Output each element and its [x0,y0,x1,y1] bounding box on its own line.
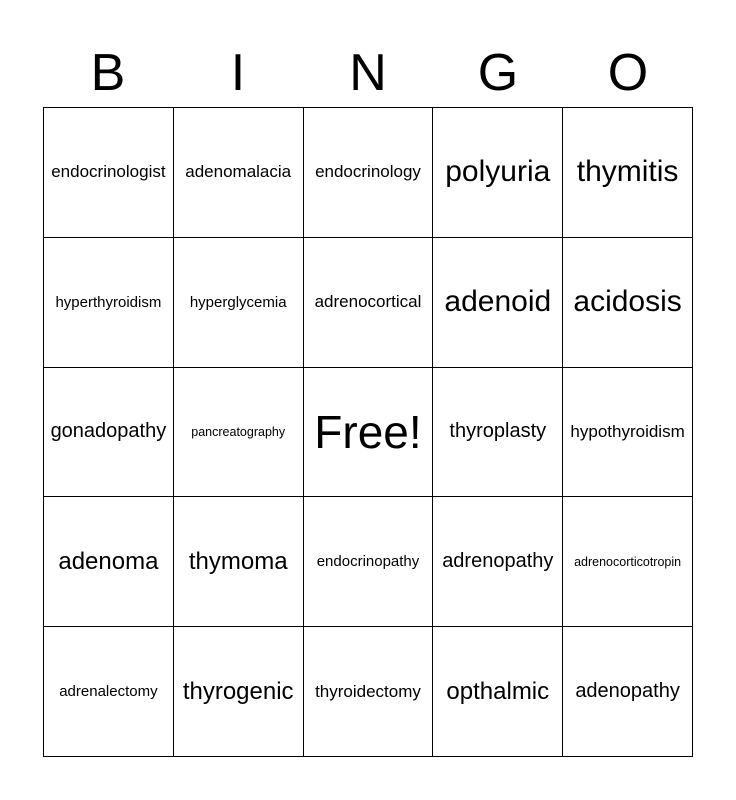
header-letter-n: N [349,44,387,102]
bingo-cell[interactable]: thyroidectomy [304,627,434,757]
bingo-cell[interactable]: thymoma [174,497,304,627]
header-letter-i: I [230,44,246,102]
bingo-cell[interactable]: adenoma [44,497,174,627]
header-letter-g: G [477,44,519,102]
bingo-cell[interactable]: hyperglycemia [174,238,304,368]
bingo-cell[interactable]: adenomalacia [174,108,304,238]
bingo-cell[interactable]: endocrinology [304,108,434,238]
bingo-cell[interactable]: endocrinologist [44,108,174,238]
bingo-cell[interactable]: opthalmic [433,627,563,757]
bingo-cell[interactable]: thyroplasty [433,368,563,498]
bingo-board [43,107,693,757]
bingo-cell[interactable]: adrenalectomy [44,627,174,757]
bingo-cell[interactable]: gonadopathy [44,368,174,498]
header-letter-o: O [607,44,649,102]
bingo-cell[interactable]: adrenocorticotropin [563,497,693,627]
bingo-cell[interactable]: adrenocortical [304,238,434,368]
bingo-cell[interactable]: adenopathy [563,627,693,757]
bingo-cell[interactable]: thymitis [563,108,693,238]
bingo-cell[interactable]: adenoid [433,238,563,368]
free-space-cell[interactable]: Free! [304,368,434,498]
bingo-cell[interactable]: hypothyroidism [563,368,693,498]
bingo-header [43,38,693,108]
header-letter-b: B [90,44,126,102]
bingo-cell[interactable]: polyuria [433,108,563,238]
bingo-cell[interactable]: endocrinopathy [304,497,434,627]
bingo-cell[interactable]: acidosis [563,238,693,368]
bingo-cell[interactable]: thyrogenic [174,627,304,757]
bingo-cell[interactable]: pancreatography [174,368,304,498]
bingo-cell[interactable]: adrenopathy [433,497,563,627]
bingo-cell[interactable]: hyperthyroidism [44,238,174,368]
